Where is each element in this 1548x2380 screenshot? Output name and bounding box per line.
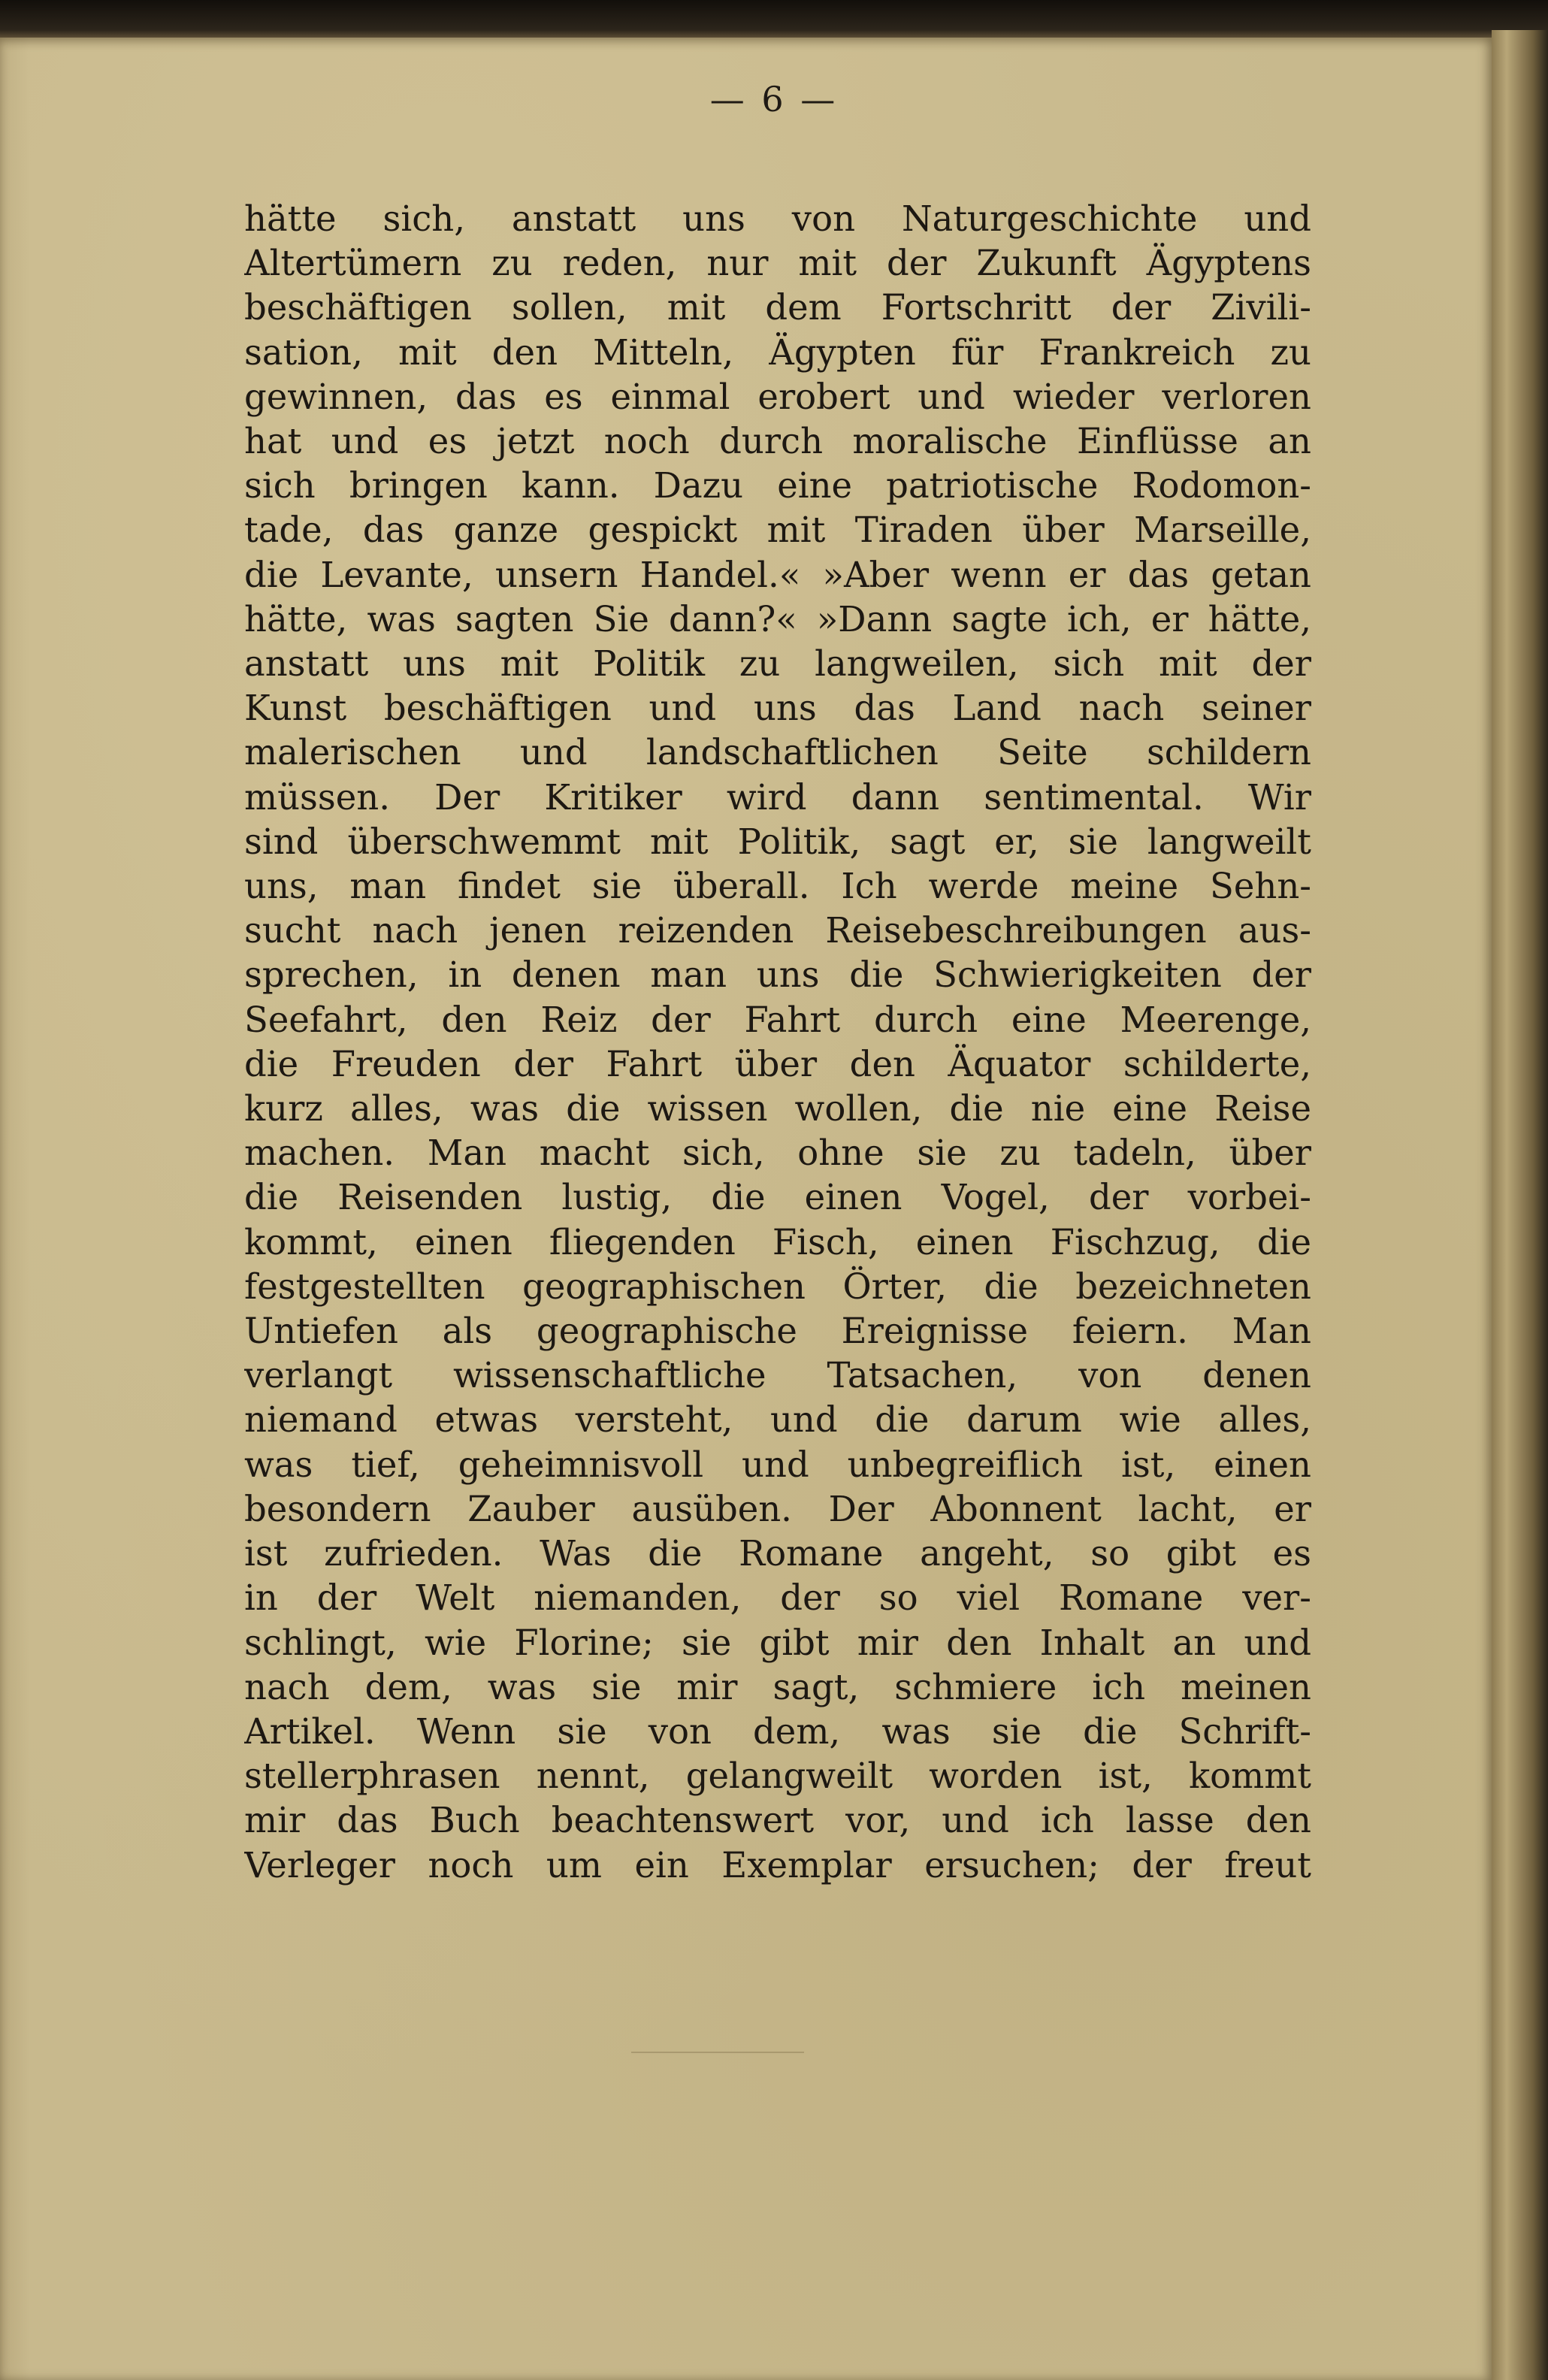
text-line: schlingt, wie Florine; sie gibt mir den Inhalt an und xyxy=(244,1622,1311,1663)
body-text xyxy=(244,197,1311,1888)
text-line: kommt, einen fliegenden Fisch, einen Fischzug, die xyxy=(244,1221,1311,1263)
text-line: niemand etwas versteht, und die darum wie alles, xyxy=(244,1399,1311,1441)
text-line: Kunst beschäftigen und uns das Land nach seiner xyxy=(244,688,1311,729)
scan-top-edge xyxy=(0,0,1548,38)
text-line: in der Welt niemanden, der so viel Romane ver- xyxy=(244,1577,1311,1619)
text-line: uns, man findet sie überall. Ich werde meine Sehn- xyxy=(244,866,1311,907)
text-line: festgestellten geographischen Örter, die bezeichneten xyxy=(244,1266,1311,1307)
text-line: die Reisenden lustig, die einen Vogel, der vorbei- xyxy=(244,1177,1311,1218)
text-line: machen. Man macht sich, ohne sie zu tadeln, über xyxy=(244,1133,1311,1174)
text-line: tade, das ganze gespickt mit Tiraden über Marseille, xyxy=(244,510,1311,551)
text-line: sind überschwemmt mit Politik, sagt er, sie langweilt xyxy=(244,821,1311,862)
text-line: sucht nach jenen reizenden Reisebeschreibungen aus- xyxy=(244,910,1311,951)
text-line: die Levante, unsern Handel.« »Aber wenn er das getan xyxy=(244,554,1311,595)
text-line: verlangt wissenschaftliche Tatsachen, von denen xyxy=(244,1355,1311,1396)
text-line: die Freuden der Fahrt über den Äquator schilderte, xyxy=(244,1043,1311,1084)
text-line: sich bringen kann. Dazu eine patriotische Rodomon- xyxy=(244,465,1311,507)
text-line: müssen. Der Kritiker wird dann sentimental. Wir xyxy=(244,776,1311,818)
text-line: nach dem, was sie mir sagt, schmiere ich meinen xyxy=(244,1666,1311,1707)
text-line: hat und es jetzt noch durch moralische Einflüsse an xyxy=(244,421,1311,462)
text-line: Artikel. Wenn sie von dem, was sie die Schrift- xyxy=(244,1710,1311,1752)
text-line: Untiefen als geographische Ereignisse feiern. Man xyxy=(244,1311,1311,1352)
text-line: was tief, geheimnisvoll und unbegreiflich ist, einen xyxy=(244,1444,1311,1485)
text-line: stellerphrasen nennt, gelangweilt worden ist, kommt xyxy=(244,1756,1311,1797)
text-line: besondern Zauber ausüben. Der Abonnent lacht, er xyxy=(244,1488,1311,1529)
text-line: malerischen und landschaftlichen Seite schildern xyxy=(244,732,1311,773)
text-line: gewinnen, das es einmal erobert und wieder verloren xyxy=(244,376,1311,417)
text-line: sation, mit den Mitteln, Ägypten für Frankreich zu xyxy=(244,331,1311,373)
text-line: Altertümern zu reden, nur mit der Zukunft Ägyptens xyxy=(244,243,1311,284)
text-line: anstatt uns mit Politik zu langweilen, sich mit der xyxy=(244,643,1311,685)
text-line: sprechen, in denen man uns die Schwierigkeiten der xyxy=(244,954,1311,996)
text-line: mir das Buch beachtenswert vor, und ich lasse den xyxy=(244,1800,1311,1841)
text-line: Verleger noch um ein Exemplar ersuchen; der freut xyxy=(244,1844,1311,1886)
faint-rule-mark xyxy=(631,2052,804,2053)
page-number: — 6 — xyxy=(709,79,839,119)
text-line: hätte sich, anstatt uns von Naturgeschichte und xyxy=(244,198,1311,239)
text-line: ist zufrieden. Was die Romane angeht, so gibt es xyxy=(244,1533,1311,1574)
text-line: beschäftigen sollen, mit dem Fortschritt der Zivili- xyxy=(244,287,1311,328)
book-gutter xyxy=(1492,30,1548,2380)
text-line: Seefahrt, den Reiz der Fahrt durch eine Meerenge, xyxy=(244,999,1311,1040)
text-line: hätte, was sagten Sie dann?« »Dann sagte ich, er hätte, xyxy=(244,598,1311,640)
text-line: kurz alles, was die wissen wollen, die nie eine Reise xyxy=(244,1088,1311,1130)
